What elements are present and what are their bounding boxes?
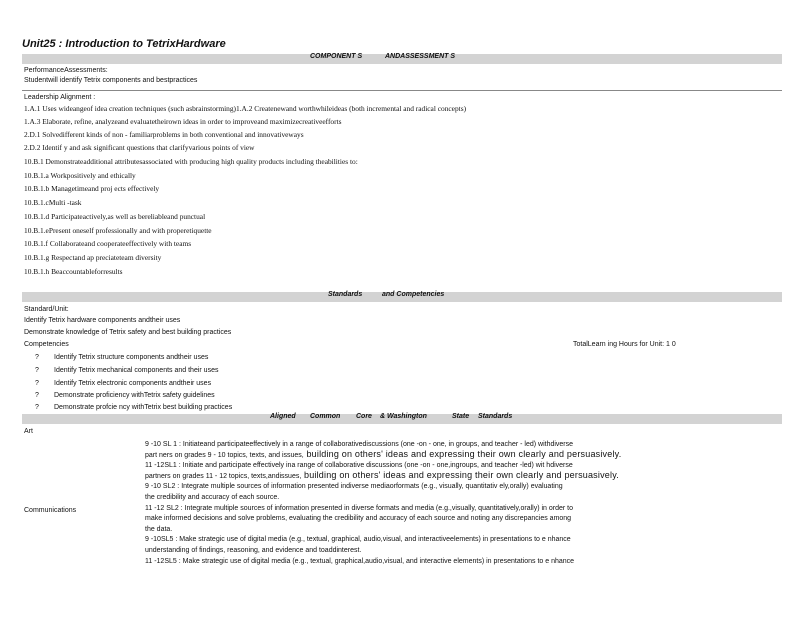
- standard-unit-label: Standard/Unit:: [24, 306, 69, 313]
- leadership-line: 10.B.1 Demonstrateadditional attributesassociated with producing high quality products including theabilities to:: [24, 157, 358, 166]
- leadership-line: 10.B.1.f Collaborateand cooperateeffectively with teams: [24, 239, 192, 248]
- bullet-icon: ?: [35, 404, 39, 411]
- band-label-components: COMPONENT S: [310, 53, 363, 60]
- competencies-label: Competencies: [24, 341, 69, 348]
- band-label-aligned: Aligned: [270, 413, 296, 420]
- bullet-icon: ?: [35, 367, 39, 374]
- band-label-washington: & Washington: [380, 413, 427, 420]
- divider: [22, 90, 782, 91]
- standard-unit-line: Demonstrate knowledge of Tetrix safety and best building practices: [24, 329, 232, 336]
- band-label-competencies: and Competencies: [382, 291, 445, 298]
- standard-line: 9 -10 SL2 : Integrate multiple sources of information presented indiverse mediaorformats (e.g., visually, quantitativ ely,orally) evaluating: [145, 483, 563, 491]
- performance-label: PerformanceAssessments:: [24, 67, 108, 74]
- total-learning-hours: TotalLearn ing Hours for Unit: 1 0: [573, 341, 676, 348]
- band-label-assessments: ANDASSESSMENT S: [385, 53, 456, 60]
- leadership-line: 10.B.1.ePresent oneself professionally and with properetiquette: [24, 226, 212, 235]
- competency-item: Identify Tetrix mechanical components and their uses: [54, 367, 219, 374]
- standard-line: 11 -12SL1 : Initiate and participate effectively ina range of collaborative discussions (one -on - one,ingroups, and teacher -led) wit hdiverse: [145, 462, 573, 470]
- communications-label: Communications: [24, 507, 77, 514]
- leadership-line: 10.B.1.a Workpositively and ethically: [24, 171, 136, 180]
- band-label-standards-2: Standards: [478, 413, 513, 420]
- aligned-standards-band: [22, 414, 782, 424]
- art-label: Art: [24, 428, 33, 435]
- standard-line: 11 -12 SL2 : Integrate multiple sources of information presented in diverse formats and media (e.g.,visually, quantitatively,orally) in order to: [145, 504, 573, 512]
- leadership-line: 1.A.3 Elaborate, refine, analyzeand evaluatetheirown ideas in order to improveand maximizecreativeefforts: [24, 117, 342, 126]
- standard-line: 11 -12SL5 : Make strategic use of digital media (e.g., textual, graphical,audio,visual, and interactive elements) in presentations to e nhance: [145, 557, 575, 565]
- performance-text: Studentwill identify Tetrix components and bestpractices: [24, 77, 198, 84]
- components-assessments-band: [22, 54, 782, 64]
- leadership-label: Leadership Alignment :: [24, 94, 96, 101]
- band-label-core: Core: [356, 413, 372, 420]
- leadership-line: 10.B.1.cMulti -task: [24, 198, 82, 207]
- competency-item: Identify Tetrix structure components andtheir uses: [54, 354, 209, 361]
- bullet-icon: ?: [35, 380, 39, 387]
- leadership-line: 10.B.1.b Managetimeand proj ects effectively: [24, 184, 160, 193]
- competency-item: Identify Tetrix electronic components andtheir uses: [54, 380, 212, 387]
- standard-line: the credibility and accuracy of each source.: [145, 493, 280, 501]
- standard-line: 9 -10SL5 : Make strategic use of digital media (e.g., textual, graphical, audio,visual, and interactiveelements) in presentations to e nhance: [145, 536, 571, 544]
- bullet-icon: ?: [35, 392, 39, 399]
- band-label-common: Common: [310, 413, 341, 420]
- standards-text-block: [145, 439, 775, 566]
- standard-line: understanding of findings, reasoning, and evidence and toaddinterest.: [145, 546, 362, 554]
- leadership-line: 1.A.1 Uses wideangeof idea creation techniques (such asbrainstorming)1.A.2 Createnewand worthwhileideas (both incremental and radical concepts): [24, 104, 467, 113]
- competency-item: Demonstrate profcie ncy withTetrix best building practices: [54, 404, 233, 411]
- standard-unit-line: Identify Tetrix hardware components andtheir uses: [24, 317, 181, 324]
- standard-line: part ners on grades 9 - 10 topics, texts, and issues, building on others' ideas and expressing their own clearly and persuasively.: [145, 449, 622, 459]
- standard-line: the data.: [145, 525, 173, 533]
- band-label-standards: Standards: [328, 291, 363, 298]
- leadership-line: 2.D.2 Identif y and ask significant questions that clarifyvarious points of view: [24, 143, 255, 152]
- standard-line: make informed decisions and solve problems, evaluating the credibility and accuracy of each source and noting any discrepancies among: [145, 515, 572, 523]
- competency-item: Demonstrate proficiency withTetrix safety guidelines: [54, 392, 215, 399]
- standard-line: 9 -10 SL 1 : Initiateand participateeffectively in a range of collaborativediscussions (one -on - one, in groups, and teacher - led) withdiverse: [145, 441, 574, 448]
- standard-line: partners on grades 11 - 12 topics, texts,andissues, building on others' ideas and expressing their own clearly and persuasively.: [145, 470, 619, 480]
- leadership-line: 10.B.1.h Beaccountableforresults: [24, 267, 123, 276]
- page-title: Unit25 : Introduction to TetrixHardware: [22, 38, 226, 50]
- leadership-line: 10.B.1.d Participateactively,as well as bereliableand punctual: [24, 212, 206, 221]
- leadership-line: 2.D.1 Solvedifferent kinds of non - familiarproblems in both conventional and innovativeways: [24, 130, 304, 139]
- standards-competencies-band: [22, 292, 782, 302]
- bullet-icon: ?: [35, 354, 39, 361]
- band-label-state: State: [452, 413, 470, 420]
- leadership-line: 10.B.1.g Respectand ap preciateteam diversity: [24, 253, 162, 262]
